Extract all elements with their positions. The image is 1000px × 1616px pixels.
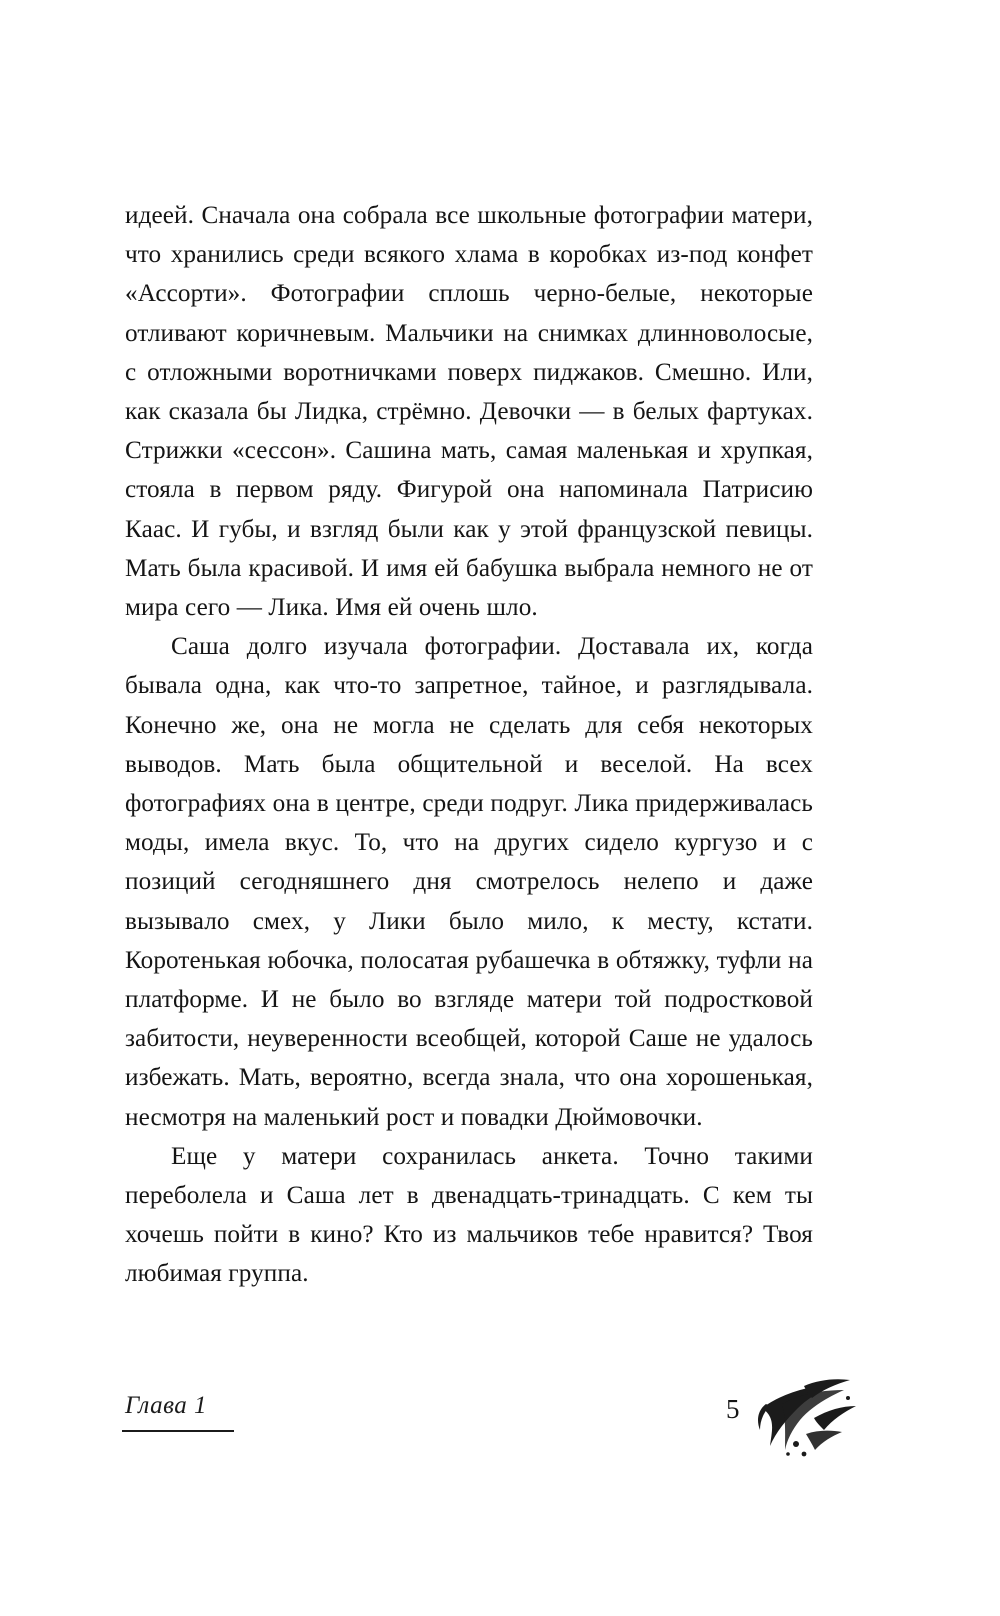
floral-ornament-icon: [752, 1374, 862, 1462]
page-footer: [0, 1392, 1000, 1472]
paragraph: идеей. Сначала она собрала все школьные фотографии матери, что хранились среди всякого хлама в коробках из-под конфет «Ассорти». Фотографии сплошь черно-белые, некоторые отливают коричневым. Мальчики на снимках длинноволосые, с отложными воротничками поверх пиджаков. Смешно. Или, как сказала бы Лидка, стрёмно. Девочки — в белых фартуках. Стрижки «сессон». Сашина мать, самая маленькая и хрупкая, стояла в первом ряду. Фигурой она напоминала Патрисию Каас. И губы, и взгляд были как у этой французской певицы. Мать была красивой. И имя ей бабушка выбрала немного не от мира сего — Лика. Имя ей очень шло.: [125, 202, 813, 622]
paragraph: Саша долго изучала фотографии. Доставала их, когда бывала одна, как что-то запретное, тайное, и разглядывала. Конечно же, она не могла не сделать для себя некоторых выводов. Мать была общительной и веселой. На всех фотографиях она в центре, среди подруг. Лика придерживалась моды, имела вкус. То, что на других сидело кургузо и с позиций сегодняшнего дня смотрелось нелепо и даже вызывало смех, у Лики было мило, к месту, кстати. Коротенькая юбочка, полосатая рубашечка в обтяжку, туфли на платформе. И не было во взгляде матери той подростковой забитости, неуверенности всеобщей, которой Саше не удалось избежать. Мать, вероятно, всегда знала, что она хорошенькая, несмотря на маленький рост и повадки Дюймовочки.: [125, 633, 813, 1131]
chapter-label-rule: [122, 1430, 234, 1432]
paragraph: Еще у матери сохранилась анкета. Точно такими переболела и Саша лет в двенадцать-тринадцать. С кем ты хочешь пойти в кино? Кто из мальчиков тебе нравится? Твоя любимая группа.: [125, 1142, 813, 1288]
chapter-label: Глава 1: [125, 1392, 208, 1419]
page-text-block: [125, 196, 813, 1294]
page-number: 5: [726, 1394, 740, 1424]
